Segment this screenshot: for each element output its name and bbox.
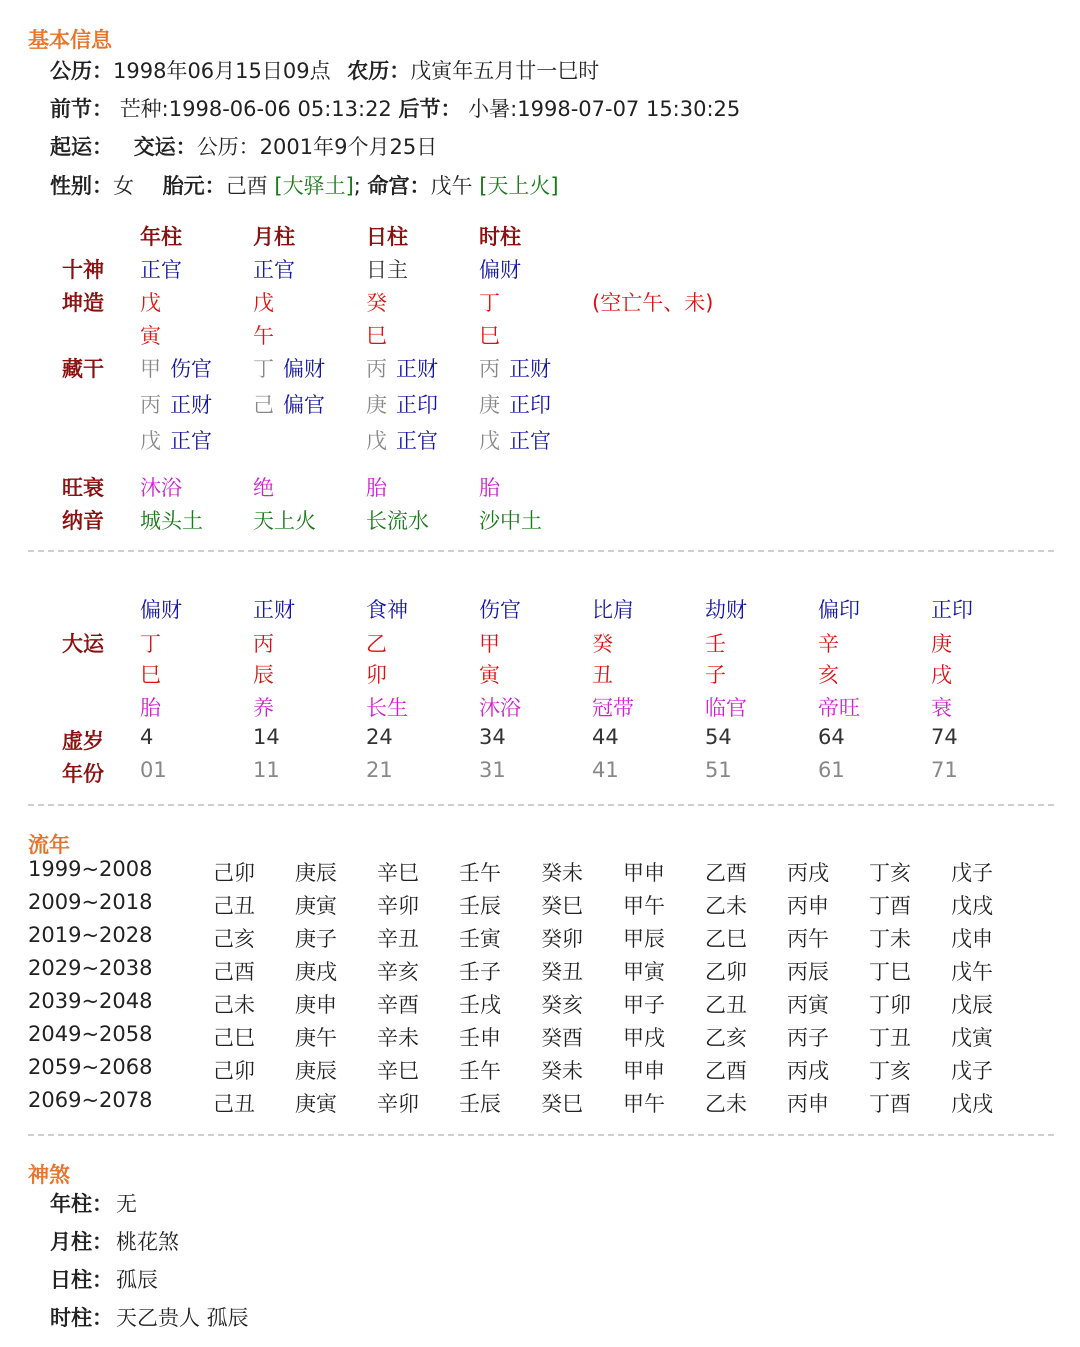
liunian-item: 癸巳 <box>541 1092 583 1116</box>
dayun-shishen: 伤官 <box>479 598 521 622</box>
dayun-nianfen: 71 <box>931 758 958 782</box>
pillar-tiangan: 戊 <box>253 291 274 315</box>
dayun-zhangsheng: 长生 <box>366 696 408 720</box>
liunian-item: 丁酉 <box>869 894 911 918</box>
liunian-item: 丙午 <box>787 927 829 951</box>
minggong-nayin: [天上火] <box>479 174 559 198</box>
row-label-nayin: 纳音 <box>62 509 104 533</box>
xingbie-line <box>50 172 559 200</box>
liunian-range: 2039~2048 <box>28 989 153 1013</box>
liunian-item: 壬子 <box>459 960 501 984</box>
liunian-item: 癸卯 <box>541 927 583 951</box>
dayun-xusui: 74 <box>931 725 958 749</box>
liunian-item: 乙酉 <box>705 1059 747 1083</box>
canggan-stem: 戊 <box>479 429 500 453</box>
pillar-tiangan: 癸 <box>366 291 387 315</box>
taiyuan-nayin: [大驿土] <box>274 174 354 198</box>
liunian-item: 丙寅 <box>787 993 829 1017</box>
dayun-zhangsheng: 衰 <box>931 696 952 720</box>
dayun-dizhi: 戌 <box>931 663 952 687</box>
liunian-item: 甲申 <box>623 861 665 885</box>
liunian-item: 乙卯 <box>705 960 747 984</box>
liunian-item: 丁酉 <box>869 1092 911 1116</box>
liunian-item: 丁未 <box>869 927 911 951</box>
dayun-tiangan: 壬 <box>705 632 726 656</box>
divider <box>28 804 1054 806</box>
liunian-range: 2069~2078 <box>28 1088 153 1112</box>
shensha-label: 时柱： <box>50 1306 113 1330</box>
dayun-tiangan: 甲 <box>479 632 500 656</box>
liunian-range: 2009~2018 <box>28 890 153 914</box>
liunian-range: 2019~2028 <box>28 923 153 947</box>
row-label-wangshuai: 旺衰 <box>62 476 104 500</box>
xingbie-value: 女 <box>113 174 134 198</box>
pillar-shishen: 日主 <box>366 258 408 282</box>
dayun-nianfen: 41 <box>592 758 619 782</box>
pillar-header: 日柱 <box>366 225 408 249</box>
shensha-label: 年柱： <box>50 1192 113 1216</box>
canggan-shishen: 正财 <box>170 393 212 417</box>
dayun-dizhi: 巳 <box>140 663 161 687</box>
liunian-item: 辛丑 <box>377 927 419 951</box>
liunian-item: 辛巳 <box>377 1059 419 1083</box>
dayun-nianfen: 11 <box>253 758 280 782</box>
dayun-zhangsheng: 临官 <box>705 696 747 720</box>
canggan-stem: 甲 <box>140 357 161 381</box>
houjie-label: 后节： <box>398 97 462 121</box>
liunian-item: 庚辰 <box>295 861 337 885</box>
canggan-shishen: 正财 <box>396 357 438 381</box>
pillar-tiangan: 丁 <box>479 291 500 315</box>
liunian-item: 己卯 <box>213 1059 255 1083</box>
dayun-xusui: 34 <box>479 725 506 749</box>
liunian-item: 乙未 <box>705 894 747 918</box>
canggan-stem: 庚 <box>366 393 387 417</box>
canggan-stem: 戊 <box>140 429 161 453</box>
liunian-item: 丁亥 <box>869 861 911 885</box>
pillar-dizhi: 巳 <box>479 324 500 348</box>
row-label-canggan: 藏干 <box>62 357 104 381</box>
pillar-dizhi: 寅 <box>140 324 161 348</box>
dayun-shishen: 偏财 <box>140 598 182 622</box>
dayun-zhangsheng: 胎 <box>140 696 161 720</box>
basic-info-title: 基本信息 <box>28 28 112 52</box>
canggan-shishen: 正印 <box>509 393 551 417</box>
xingbie-label: 性别： <box>50 174 113 198</box>
liunian-item: 己亥 <box>213 927 255 951</box>
dayun-tiangan: 庚 <box>931 632 952 656</box>
liunian-item: 辛亥 <box>377 960 419 984</box>
dayun-tiangan: 丁 <box>140 632 161 656</box>
pillar-tiangan: 戊 <box>140 291 161 315</box>
dayun-tiangan: 癸 <box>592 632 613 656</box>
liunian-item: 丙戌 <box>787 861 829 885</box>
liunian-item: 甲午 <box>623 1092 665 1116</box>
shensha-value: 天乙贵人 孤辰 <box>116 1306 249 1330</box>
canggan-shishen: 正印 <box>396 393 438 417</box>
liunian-item: 壬申 <box>459 1026 501 1050</box>
liunian-item: 辛巳 <box>377 861 419 885</box>
dayun-dizhi: 亥 <box>818 663 839 687</box>
canggan-stem: 丙 <box>140 393 161 417</box>
jieqi-line <box>50 95 740 123</box>
liunian-item: 壬寅 <box>459 927 501 951</box>
pillar-header: 时柱 <box>479 225 521 249</box>
jiaoyun-value: 公历：2001年9个月25日 <box>196 135 438 159</box>
dayun-shishen: 偏印 <box>818 598 860 622</box>
pillar-nayin: 天上火 <box>253 509 316 533</box>
dayun-xusui: 14 <box>253 725 280 749</box>
liunian-item: 壬辰 <box>459 894 501 918</box>
liunian-item: 戊戌 <box>951 1092 993 1116</box>
dayun-tiangan: 乙 <box>366 632 387 656</box>
liunian-item: 乙巳 <box>705 927 747 951</box>
qiyun-line <box>50 133 437 161</box>
gongli-label: 公历： <box>50 59 113 83</box>
jiaoyun-label: 交运： <box>133 135 197 159</box>
dayun-shishen: 食神 <box>366 598 408 622</box>
pillar-wangshuai: 沐浴 <box>140 476 182 500</box>
dayun-nianfen: 61 <box>818 758 845 782</box>
shensha-value: 桃花煞 <box>116 1230 179 1254</box>
minggong-value: 戊午 <box>430 174 473 198</box>
liunian-item: 丙申 <box>787 894 829 918</box>
row-label-xusui: 虚岁 <box>62 729 104 753</box>
canggan-shishen: 正官 <box>170 429 212 453</box>
dayun-zhangsheng: 沐浴 <box>479 696 521 720</box>
liunian-item: 癸未 <box>541 861 583 885</box>
dayun-dizhi: 卯 <box>366 663 387 687</box>
liunian-item: 己丑 <box>213 894 255 918</box>
liunian-item: 庚辰 <box>295 1059 337 1083</box>
qianjie-label: 前节： <box>50 97 113 121</box>
liunian-item: 庚戌 <box>295 960 337 984</box>
pillar-header: 年柱 <box>140 225 182 249</box>
canggan-shishen: 正官 <box>509 429 551 453</box>
nongli-label: 农历： <box>347 59 411 83</box>
dayun-xusui: 44 <box>592 725 619 749</box>
dayun-zhangsheng: 养 <box>253 696 274 720</box>
liunian-item: 戊午 <box>951 960 993 984</box>
nongli-value: 戊寅年五月廿一巳时 <box>410 59 600 83</box>
dayun-tiangan: 丙 <box>253 632 274 656</box>
canggan-shishen: 偏官 <box>283 393 325 417</box>
canggan-stem: 丙 <box>479 357 500 381</box>
liunian-item: 己卯 <box>213 861 255 885</box>
pillar-dizhi: 巳 <box>366 324 387 348</box>
liunian-item: 辛卯 <box>377 1092 419 1116</box>
dayun-dizhi: 寅 <box>479 663 500 687</box>
pillar-shishen: 正官 <box>253 258 295 282</box>
liunian-item: 辛卯 <box>377 894 419 918</box>
liunian-item: 己酉 <box>213 960 255 984</box>
liunian-item: 癸丑 <box>541 960 583 984</box>
liunian-range: 2059~2068 <box>28 1055 153 1079</box>
liunian-item: 癸亥 <box>541 993 583 1017</box>
pillar-nayin: 沙中土 <box>479 509 542 533</box>
liunian-item: 壬午 <box>459 1059 501 1083</box>
liunian-item: 己丑 <box>213 1092 255 1116</box>
dayun-dizhi: 丑 <box>592 663 613 687</box>
liunian-item: 乙未 <box>705 1092 747 1116</box>
taiyuan-sep: ; <box>353 174 361 198</box>
pillar-shishen: 正官 <box>140 258 182 282</box>
liunian-item: 戊子 <box>951 861 993 885</box>
dayun-shishen: 比肩 <box>592 598 634 622</box>
liunian-item: 癸巳 <box>541 894 583 918</box>
liunian-item: 甲戌 <box>623 1026 665 1050</box>
liunian-item: 壬辰 <box>459 1092 501 1116</box>
liunian-item: 己未 <box>213 993 255 1017</box>
liunian-item: 丁巳 <box>869 960 911 984</box>
pillar-wangshuai: 胎 <box>366 476 387 500</box>
gongli-line <box>50 57 599 85</box>
row-label-kunzao: 坤造 <box>62 291 104 315</box>
dayun-shishen: 正财 <box>253 598 295 622</box>
liunian-item: 庚子 <box>295 927 337 951</box>
dayun-dizhi: 子 <box>705 663 726 687</box>
shensha-value: 无 <box>116 1192 137 1216</box>
canggan-stem: 庚 <box>479 393 500 417</box>
liunian-title: 流年 <box>28 833 70 857</box>
liunian-range: 1999~2008 <box>28 857 153 881</box>
qianjie-value: 芒种:1998-06-06 05:13:22 <box>119 97 392 121</box>
liunian-item: 甲午 <box>623 894 665 918</box>
dayun-xusui: 54 <box>705 725 732 749</box>
canggan-shishen: 伤官 <box>170 357 212 381</box>
liunian-item: 丙子 <box>787 1026 829 1050</box>
dayun-shishen: 正印 <box>931 598 973 622</box>
liunian-item: 戊申 <box>951 927 993 951</box>
pillar-header: 月柱 <box>253 225 295 249</box>
dayun-xusui: 24 <box>366 725 393 749</box>
canggan-stem: 丙 <box>366 357 387 381</box>
dayun-nianfen: 51 <box>705 758 732 782</box>
row-label-nianfen: 年份 <box>62 762 104 786</box>
houjie-value: 小暑:1998-07-07 15:30:25 <box>468 97 741 121</box>
kongwang-note: (空亡午、未) <box>592 291 714 315</box>
row-label-dayun: 大运 <box>62 632 104 656</box>
liunian-item: 戊寅 <box>951 1026 993 1050</box>
liunian-item: 乙亥 <box>705 1026 747 1050</box>
divider <box>28 1134 1054 1136</box>
dayun-dizhi: 辰 <box>253 663 274 687</box>
shensha-title: 神煞 <box>28 1163 70 1187</box>
dayun-nianfen: 31 <box>479 758 506 782</box>
liunian-item: 丙戌 <box>787 1059 829 1083</box>
liunian-item: 辛未 <box>377 1026 419 1050</box>
dayun-xusui: 64 <box>818 725 845 749</box>
pillar-wangshuai: 绝 <box>253 476 274 500</box>
canggan-stem: 己 <box>253 393 274 417</box>
pillar-wangshuai: 胎 <box>479 476 500 500</box>
liunian-item: 甲申 <box>623 1059 665 1083</box>
liunian-range: 2029~2038 <box>28 956 153 980</box>
liunian-item: 戊戌 <box>951 894 993 918</box>
shensha-label: 日柱： <box>50 1268 113 1292</box>
liunian-item: 庚寅 <box>295 1092 337 1116</box>
liunian-item: 壬午 <box>459 861 501 885</box>
dayun-nianfen: 01 <box>140 758 167 782</box>
liunian-item: 庚寅 <box>295 894 337 918</box>
divider <box>28 550 1054 552</box>
pillar-nayin: 城头土 <box>140 509 203 533</box>
canggan-stem: 丁 <box>253 357 274 381</box>
liunian-item: 乙丑 <box>705 993 747 1017</box>
canggan-shishen: 正官 <box>396 429 438 453</box>
dayun-zhangsheng: 帝旺 <box>818 696 860 720</box>
liunian-item: 庚午 <box>295 1026 337 1050</box>
liunian-item: 丁丑 <box>869 1026 911 1050</box>
liunian-item: 辛酉 <box>377 993 419 1017</box>
liunian-item: 甲子 <box>623 993 665 1017</box>
canggan-stem: 戊 <box>366 429 387 453</box>
minggong-label: 命宫： <box>367 174 431 198</box>
canggan-shishen: 正财 <box>509 357 551 381</box>
shensha-label: 月柱： <box>50 1230 113 1254</box>
liunian-item: 丙申 <box>787 1092 829 1116</box>
liunian-item: 戊子 <box>951 1059 993 1083</box>
liunian-item: 甲辰 <box>623 927 665 951</box>
gongli-value: 1998年06月15日09点 <box>113 59 331 83</box>
dayun-xusui: 4 <box>140 725 154 749</box>
dayun-tiangan: 辛 <box>818 632 839 656</box>
pillar-shishen: 偏财 <box>479 258 521 282</box>
liunian-item: 壬戌 <box>459 993 501 1017</box>
liunian-range: 2049~2058 <box>28 1022 153 1046</box>
liunian-item: 戊辰 <box>951 993 993 1017</box>
liunian-item: 丙辰 <box>787 960 829 984</box>
qiyun-label: 起运： <box>50 135 113 159</box>
dayun-nianfen: 21 <box>366 758 393 782</box>
shensha-value: 孤辰 <box>116 1268 158 1292</box>
liunian-item: 己巳 <box>213 1026 255 1050</box>
liunian-item: 甲寅 <box>623 960 665 984</box>
liunian-item: 癸未 <box>541 1059 583 1083</box>
liunian-item: 丁卯 <box>869 993 911 1017</box>
liunian-item: 癸酉 <box>541 1026 583 1050</box>
taiyuan-value: 己酉 <box>225 174 268 198</box>
row-label-shishen: 十神 <box>62 258 104 282</box>
pillar-nayin: 长流水 <box>366 509 429 533</box>
canggan-shishen: 偏财 <box>283 357 325 381</box>
taiyuan-label: 胎元： <box>162 174 226 198</box>
pillar-dizhi: 午 <box>253 324 274 348</box>
liunian-item: 丁亥 <box>869 1059 911 1083</box>
liunian-item: 乙酉 <box>705 861 747 885</box>
dayun-zhangsheng: 冠带 <box>592 696 634 720</box>
dayun-shishen: 劫财 <box>705 598 747 622</box>
liunian-item: 庚申 <box>295 993 337 1017</box>
